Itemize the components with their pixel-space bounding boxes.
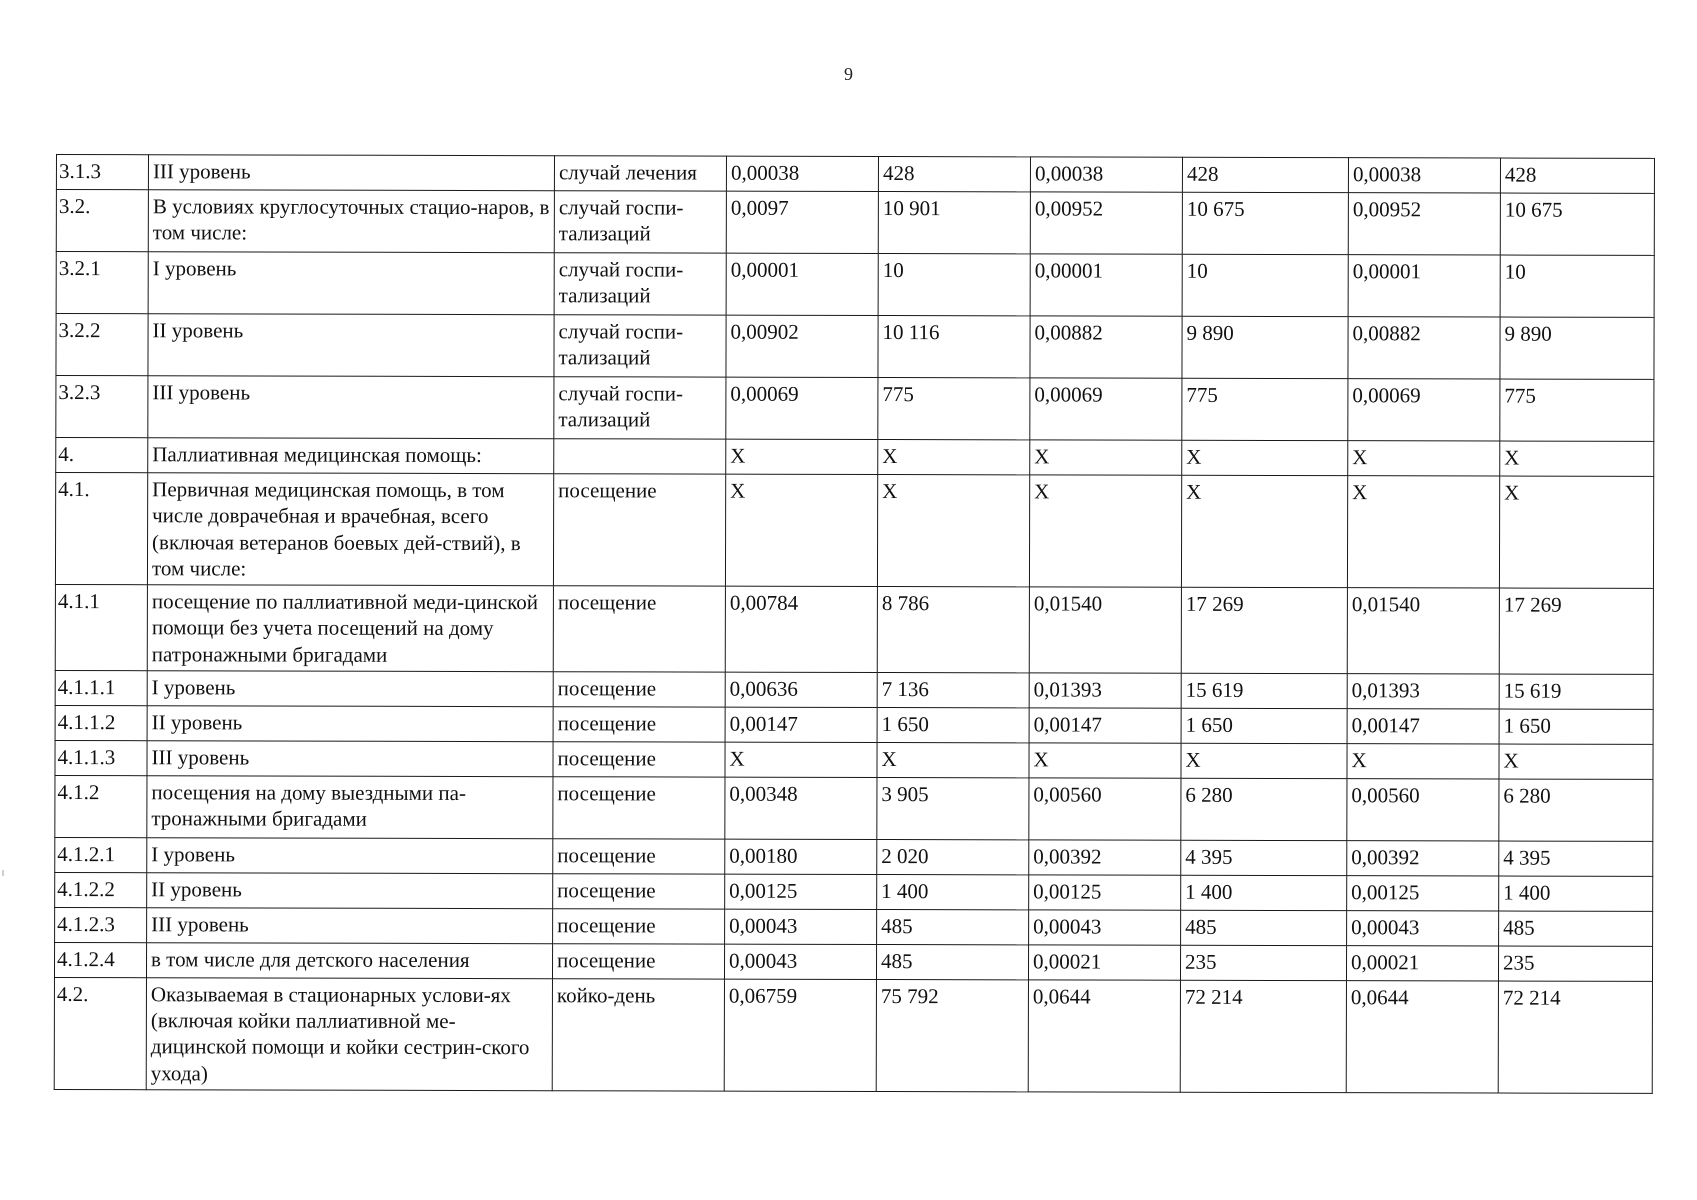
row-unit: посещение: [553, 838, 725, 873]
row-value-2: 485: [876, 944, 1028, 979]
row-value-6: 17 269: [1499, 588, 1653, 674]
row-value-4: X: [1181, 743, 1347, 778]
row-value-3: 0,00021: [1028, 945, 1180, 980]
row-name: Оказываемая в стационарных услови-ях (включая койки паллиативной ме-дицинской помощи и койки сестрин-ского ухода): [146, 977, 552, 1090]
row-name: III уровень: [148, 376, 554, 439]
row-name: посещение по паллиативной меди-цинской помощи без учета посещений на дому патронажными бригадами: [147, 585, 553, 672]
row-value-3: 0,00043: [1029, 910, 1181, 945]
row-value-4: X: [1181, 475, 1347, 587]
row-value-1: 0,00001: [726, 253, 878, 315]
row-value-2: X: [878, 440, 1030, 475]
row-value-5: X: [1347, 743, 1499, 778]
row-value-3: X: [1029, 475, 1181, 587]
table-row: [56, 155, 1654, 194]
row-value-5: 0,00001: [1348, 255, 1500, 317]
row-value-3: 0,01393: [1029, 673, 1181, 708]
row-value-5: 0,00043: [1347, 910, 1499, 945]
row-value-5: 0,01393: [1347, 673, 1499, 708]
row-value-5: 0,00069: [1348, 379, 1500, 441]
row-value-6: 9 890: [1500, 317, 1654, 379]
row-value-1: 0,00147: [725, 707, 877, 742]
row-value-4: 10: [1182, 254, 1348, 316]
row-value-4: 4 395: [1181, 840, 1347, 875]
row-name: I уровень: [147, 837, 553, 873]
row-value-2: 8 786: [877, 587, 1029, 673]
row-value-6: 15 619: [1499, 674, 1653, 709]
row-value-6: 4 395: [1499, 841, 1653, 876]
row-unit: случай госпи-тализаций: [554, 377, 726, 439]
row-value-3: X: [1029, 743, 1181, 778]
row-value-3: 0,00069: [1030, 378, 1182, 440]
row-name: посещения на дому выездными па-тронажными бригадами: [147, 775, 553, 838]
row-unit: случай лечения: [554, 156, 726, 191]
row-value-1: 0,00069: [726, 377, 878, 439]
row-value-1: X: [725, 474, 877, 586]
row-value-2: 10: [878, 254, 1030, 316]
row-unit: посещение: [553, 873, 725, 908]
row-value-2: 75 792: [876, 979, 1028, 1091]
row-value-3: 0,00038: [1030, 157, 1182, 192]
row-unit: койко-день: [552, 978, 724, 1090]
row-unit: случай госпи-тализаций: [554, 253, 726, 315]
row-code: 4.1.2.1: [55, 837, 147, 872]
row-value-4: 6 280: [1181, 778, 1347, 840]
row-unit: посещение: [553, 474, 725, 586]
row-value-5: 0,00882: [1348, 317, 1500, 379]
table-row: [54, 977, 1652, 1093]
row-name: I уровень: [147, 670, 553, 706]
row-value-5: 0,00560: [1347, 778, 1499, 840]
row-value-2: 428: [878, 157, 1030, 192]
row-value-3: 0,00882: [1030, 316, 1182, 378]
row-value-2: 775: [878, 378, 1030, 440]
row-value-3: 0,01540: [1029, 587, 1181, 673]
row-value-1: X: [725, 742, 877, 777]
row-value-3: 0,00001: [1030, 254, 1182, 316]
row-code: 4.1.1.2: [55, 705, 147, 740]
row-value-5: 0,0644: [1346, 980, 1498, 1092]
row-value-4: 1 650: [1181, 708, 1347, 743]
row-value-2: 3 905: [877, 777, 1029, 839]
row-value-6: 485: [1499, 911, 1653, 946]
row-value-4: 775: [1182, 378, 1348, 440]
row-value-3: 0,00147: [1029, 708, 1181, 743]
table-row: [56, 438, 1654, 477]
row-value-6: 428: [1500, 158, 1654, 193]
row-name: В условиях круглосуточных стацио-наров, в том числе:: [148, 190, 554, 253]
row-code: 3.2.2: [56, 314, 148, 376]
row-value-2: 7 136: [877, 672, 1029, 707]
page-number: 9: [844, 64, 853, 84]
row-value-4: 1 400: [1181, 875, 1347, 910]
row-value-5: 0,01540: [1347, 588, 1499, 674]
row-code: 4.1.2.2: [55, 872, 147, 907]
row-value-5: 0,00038: [1348, 158, 1500, 193]
row-unit: посещение: [552, 943, 724, 978]
data-table: [54, 154, 1655, 1094]
row-value-4: 235: [1180, 945, 1346, 980]
row-unit: посещение: [553, 908, 725, 943]
row-value-3: X: [1030, 440, 1182, 475]
row-code: 3.2.1: [56, 252, 148, 314]
table-row: [55, 670, 1653, 709]
row-value-2: 485: [877, 909, 1029, 944]
table-row: [56, 190, 1654, 256]
row-code: 4.1.2.3: [55, 907, 147, 942]
row-value-5: X: [1348, 441, 1500, 476]
row-code: 3.2.3: [56, 376, 148, 438]
row-value-4: 485: [1181, 910, 1347, 945]
row-value-1: 0,00043: [724, 944, 876, 979]
row-value-5: 0,00021: [1346, 945, 1498, 980]
row-value-6: 10 675: [1500, 193, 1654, 255]
row-name: II уровень: [148, 314, 554, 377]
row-unit: посещение: [553, 741, 725, 776]
row-value-1: 0,00784: [725, 586, 877, 672]
row-name: II уровень: [147, 705, 553, 741]
row-name: III уровень: [147, 740, 553, 776]
row-value-6: X: [1499, 476, 1653, 588]
row-value-1: 0,00636: [725, 672, 877, 707]
row-code: 4.1.1.1: [55, 670, 147, 705]
row-name: I уровень: [148, 252, 554, 315]
row-value-1: 0,06759: [724, 979, 876, 1091]
row-value-5: 0,00125: [1347, 875, 1499, 910]
row-code: 4.1.2.4: [54, 942, 146, 977]
scan-margin-mark: [2, 870, 4, 876]
row-value-2: X: [877, 742, 1029, 777]
row-value-2: 2 020: [877, 839, 1029, 874]
row-value-3: 0,00952: [1030, 192, 1182, 254]
row-name: Первичная медицинская помощь, в том числе доврачебная и врачебная, всего (включая ветеранов боевых дей-ствий), в том числе:: [147, 473, 553, 586]
table-row: [55, 907, 1653, 946]
table-row: [56, 252, 1654, 318]
row-value-1: X: [726, 439, 878, 474]
row-name: II уровень: [147, 872, 553, 908]
row-unit: случай госпи-тализаций: [554, 315, 726, 377]
table-row: [54, 942, 1652, 981]
row-value-2: 1 400: [877, 874, 1029, 909]
row-value-1: 0,00043: [725, 909, 877, 944]
row-value-4: 428: [1182, 157, 1348, 192]
row-value-6: 10: [1500, 255, 1654, 317]
table-row: [56, 314, 1654, 380]
row-value-4: 9 890: [1182, 316, 1348, 378]
row-value-5: 0,00392: [1347, 840, 1499, 875]
table-row: [55, 775, 1653, 841]
row-value-3: 0,00560: [1029, 778, 1181, 840]
table-row: [56, 376, 1654, 442]
row-value-6: 775: [1500, 379, 1654, 441]
row-name: в том числе для детского населения: [146, 942, 552, 978]
row-value-3: 0,0644: [1028, 980, 1180, 1092]
table-row: [55, 584, 1653, 674]
row-unit: посещение: [553, 586, 725, 672]
row-value-1: 0,0097: [726, 191, 878, 253]
row-value-6: X: [1500, 441, 1654, 476]
row-value-1: 0,00038: [726, 156, 878, 191]
row-value-6: 235: [1498, 946, 1652, 981]
row-value-6: X: [1499, 744, 1653, 779]
row-value-4: X: [1182, 440, 1348, 475]
row-code: 4.1.1.3: [55, 740, 147, 775]
row-value-1: 0,00180: [725, 839, 877, 874]
row-unit: случай госпи-тализаций: [554, 191, 726, 253]
table-row: [55, 837, 1653, 876]
row-name: III уровень: [147, 907, 553, 943]
row-code: 4.1.: [55, 473, 147, 585]
row-value-2: 10 901: [878, 192, 1030, 254]
row-value-5: X: [1347, 476, 1499, 588]
row-value-6: 72 214: [1498, 981, 1652, 1093]
row-value-3: 0,00392: [1029, 840, 1181, 875]
row-value-5: 0,00147: [1347, 708, 1499, 743]
row-value-6: 1 650: [1499, 709, 1653, 744]
row-value-6: 1 400: [1499, 876, 1653, 911]
row-value-4: 17 269: [1181, 587, 1347, 673]
row-value-3: 0,00125: [1029, 875, 1181, 910]
row-code: 4.: [56, 438, 148, 473]
row-value-1: 0,00348: [725, 777, 877, 839]
row-unit: посещение: [553, 776, 725, 838]
row-value-5: 0,00952: [1348, 193, 1500, 255]
table-row: [55, 705, 1653, 744]
row-value-6: 6 280: [1499, 779, 1653, 841]
table-row: [55, 740, 1653, 779]
row-code: 4.1.1: [55, 584, 147, 670]
row-value-2: 1 650: [877, 707, 1029, 742]
table-row: [55, 473, 1653, 589]
row-code: 3.1.3: [56, 155, 148, 190]
row-value-1: 0,00902: [726, 315, 878, 377]
row-value-2: X: [877, 475, 1029, 587]
row-value-2: 10 116: [878, 316, 1030, 378]
row-code: 4.2.: [54, 977, 146, 1089]
row-value-4: 15 619: [1181, 673, 1347, 708]
row-name: Паллиативная медицинская помощь:: [148, 438, 554, 474]
row-unit: посещение: [553, 671, 725, 706]
row-code: 4.1.2: [55, 775, 147, 837]
row-value-4: 72 214: [1180, 980, 1346, 1092]
row-unit: [554, 439, 726, 474]
row-unit: посещение: [553, 706, 725, 741]
row-value-4: 10 675: [1182, 192, 1348, 254]
table-row: [55, 872, 1653, 911]
row-name: III уровень: [148, 155, 554, 191]
row-value-1: 0,00125: [725, 874, 877, 909]
row-code: 3.2.: [56, 190, 148, 252]
